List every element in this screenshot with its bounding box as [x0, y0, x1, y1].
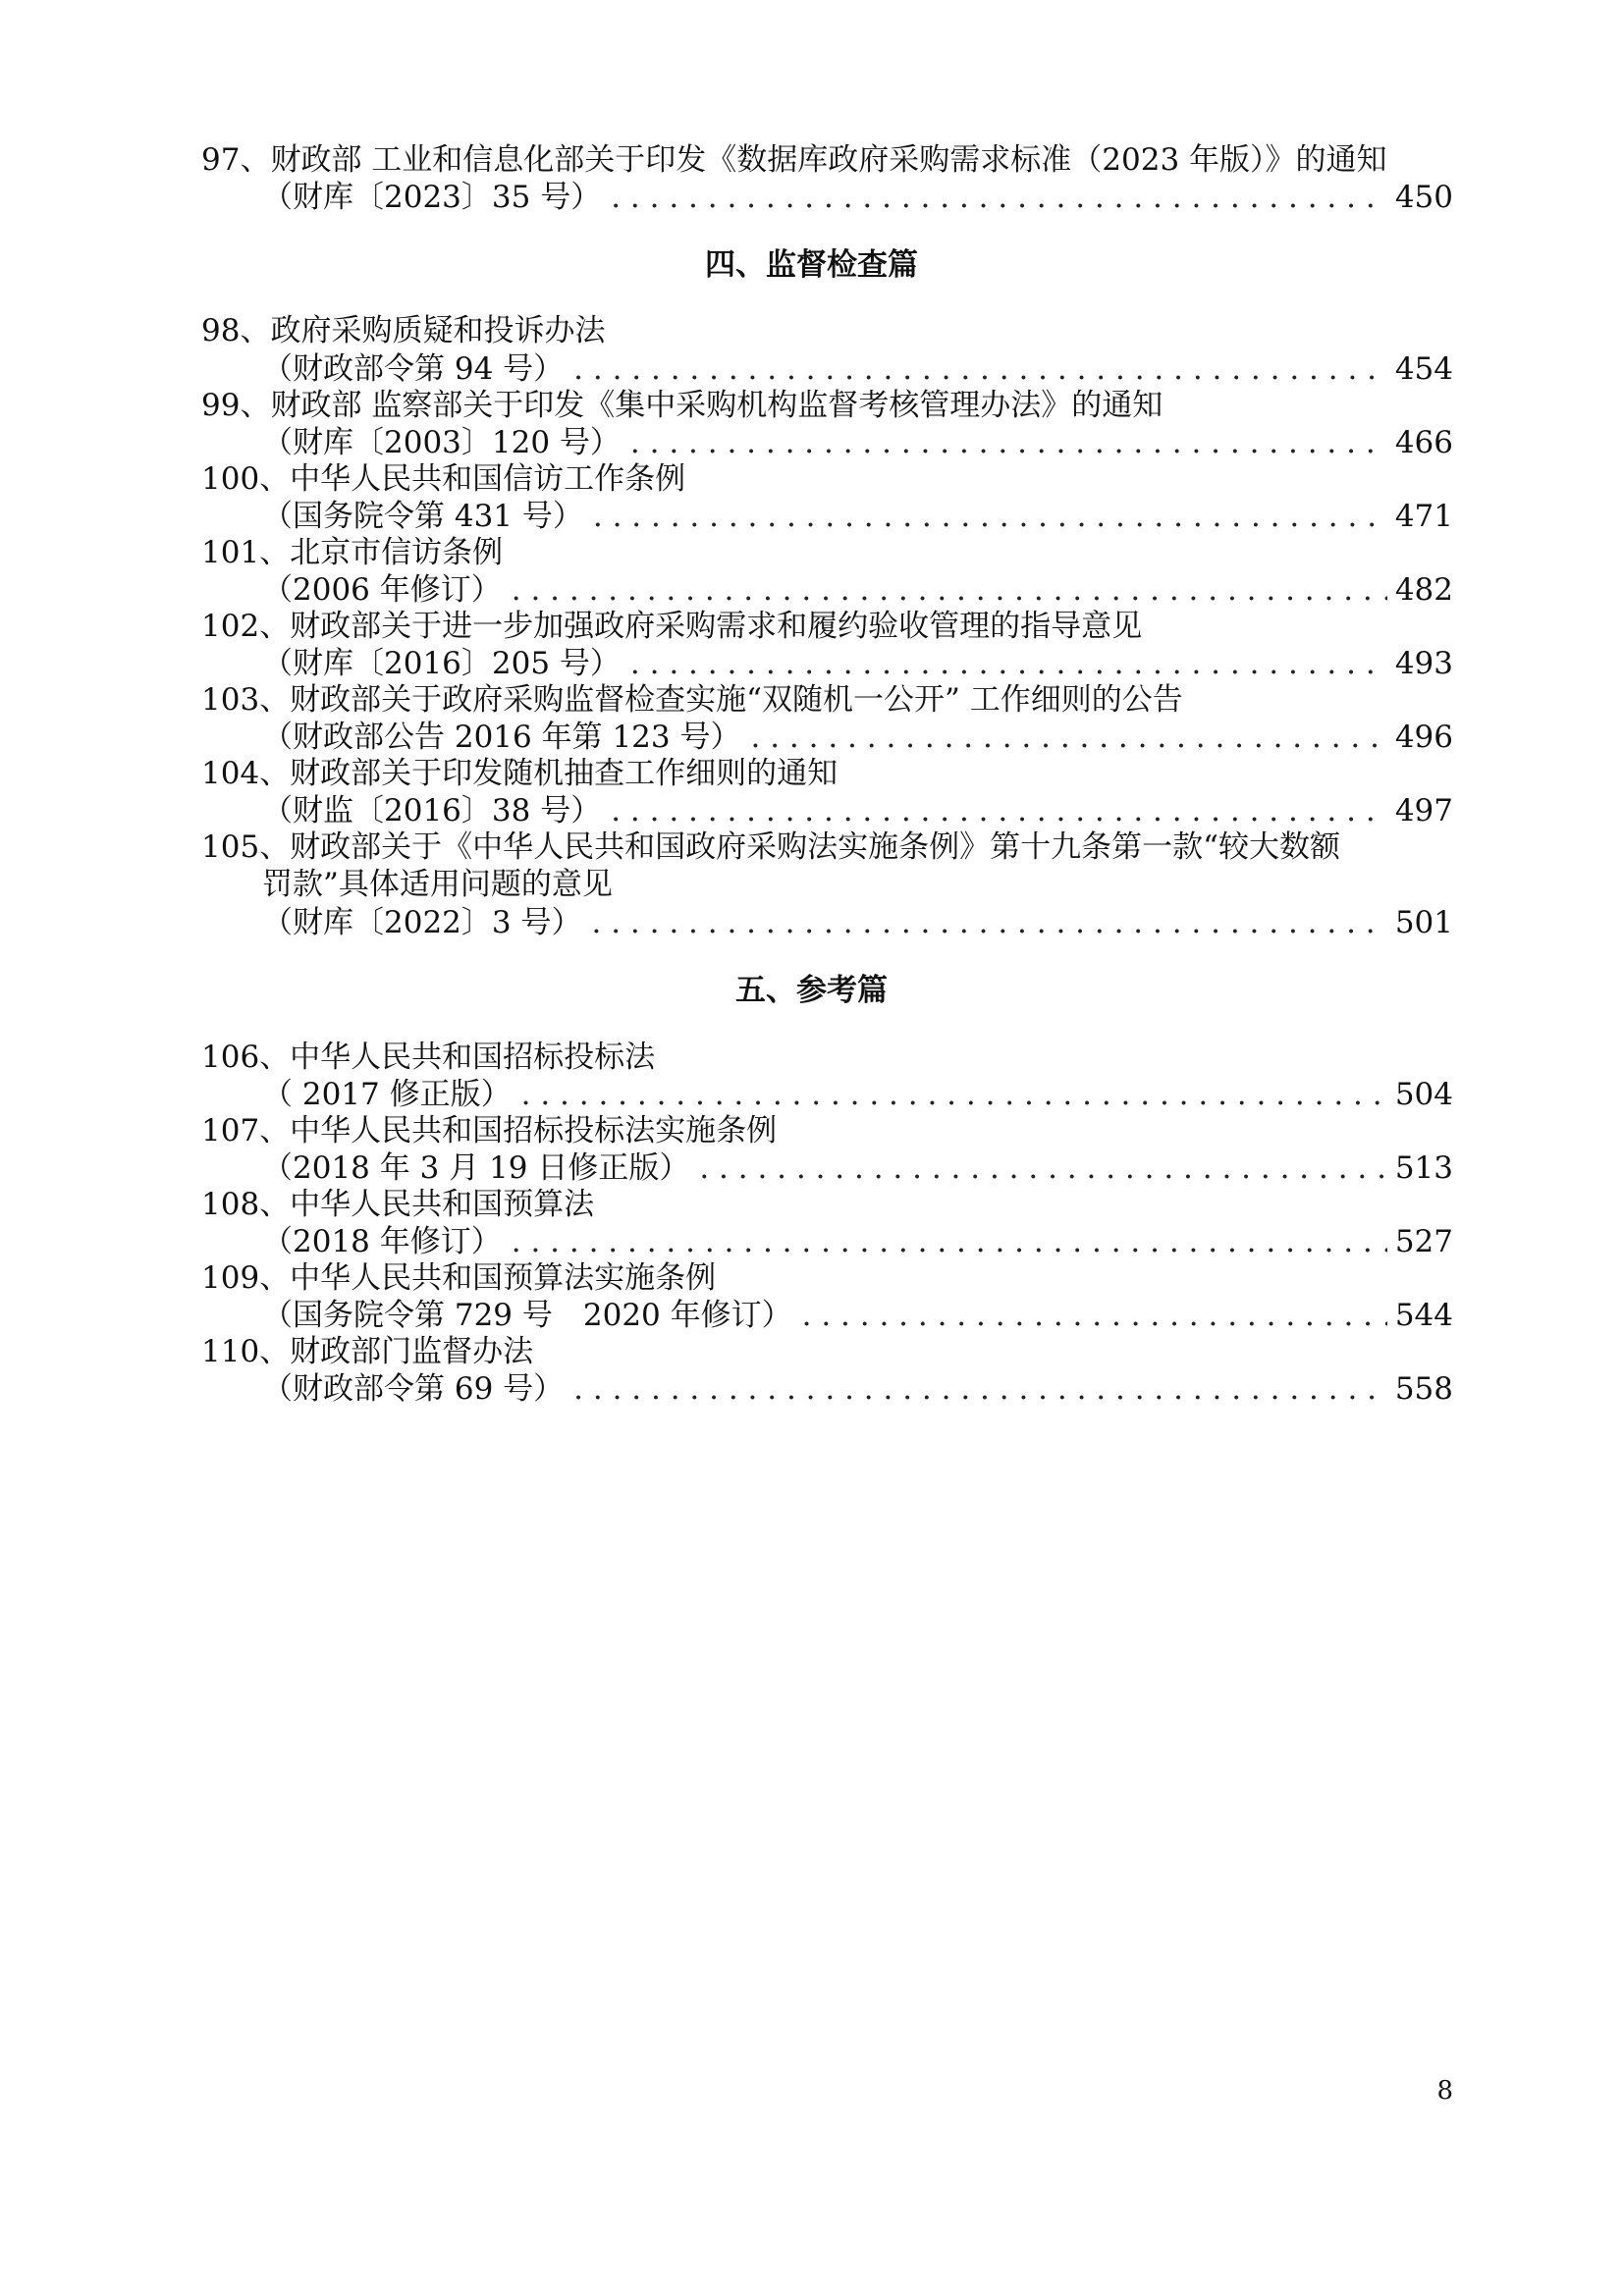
- toc-entry-source: （财库〔2023〕35 号）: [262, 180, 602, 215]
- dot-leader: [573, 1365, 1387, 1413]
- toc-entry-leader-line: [262, 899, 1453, 946]
- toc-entry-title: 100、中华人民共和国信访工作条例: [201, 461, 686, 497]
- toc-entry-title-continued: 罚款”具体适用问题的意见: [262, 867, 613, 902]
- toc-entry-page: 482: [1394, 572, 1453, 608]
- toc-entry-source: （国务院令第 431 号）: [262, 499, 583, 534]
- toc-entry-title: 104、财政部关于印发随机抽查工作细则的通知: [201, 756, 839, 791]
- toc-entry-source: （2018 年 3 月 19 日修正版）: [262, 1150, 690, 1186]
- section-heading-reference: 五、参考篇: [735, 973, 888, 1008]
- toc-entry-leader-line: [262, 174, 1453, 221]
- toc-entry-source: （财库〔2003〕120 号）: [262, 425, 621, 460]
- dot-leader: [591, 899, 1386, 946]
- toc-entry-title: 109、中华人民共和国预算法实施条例: [201, 1260, 717, 1296]
- toc-entry-page: 466: [1394, 425, 1453, 460]
- toc-entry-source: （财政部公告 2016 年第 123 号）: [262, 720, 741, 755]
- toc-entry-source: （国务院令第 729 号 2020 年修订）: [262, 1298, 792, 1333]
- toc-entry-source: （财政部令第 69 号）: [262, 1371, 565, 1407]
- toc-entry-title: 97、财政部 工业和信息化部关于印发《数据库政府采购需求标准（2023 年版）》的通知: [201, 142, 1387, 178]
- toc-entry-leader-line: [262, 1365, 1453, 1413]
- toc-entry-title: 103、财政部关于政府采购监督检查实施“双随机一公开” 工作细则的公告: [201, 682, 1183, 718]
- toc-entry-title: 98、政府采购质疑和投诉办法: [201, 313, 606, 348]
- toc-entry-title: 105、财政部关于《中华人民共和国政府采购法实施条例》第十九条第一款“较大数额: [201, 829, 1341, 865]
- toc-entry-source: （2006 年修订）: [262, 572, 502, 608]
- toc-entry-page: 527: [1394, 1224, 1453, 1259]
- toc-entry-title: 102、财政部关于进一步加强政府采购需求和履约验收管理的指导意见: [201, 609, 1143, 644]
- toc-entry-page: 513: [1394, 1150, 1453, 1186]
- toc-entry-title: 108、中华人民共和国预算法: [201, 1187, 595, 1222]
- toc-entry-page: 544: [1394, 1298, 1453, 1333]
- toc-entry-page: 454: [1394, 351, 1453, 387]
- toc-entry-source: （财库〔2016〕205 号）: [262, 646, 621, 681]
- toc-entry-source: （2018 年修订）: [262, 1224, 502, 1259]
- section-heading-supervision: 四、监督检查篇: [705, 247, 918, 283]
- page-number: 8: [1436, 2076, 1453, 2106]
- toc-entry-source: （ 2017 修正版）: [262, 1077, 512, 1112]
- toc-entry-title: 107、中华人民共和国招标投标法实施条例: [201, 1113, 778, 1148]
- toc-entry-page: 493: [1394, 646, 1453, 681]
- toc-entry-page: 496: [1394, 720, 1453, 755]
- toc-entry-source: （财政部令第 94 号）: [262, 351, 565, 387]
- toc-entry-title: 110、财政部门监督办法: [201, 1334, 534, 1369]
- toc-entry-title: 99、财政部 监察部关于印发《集中采购机构监督考核管理办法》的通知: [201, 388, 1163, 423]
- toc-entry-title: 101、北京市信访条例: [201, 535, 504, 570]
- toc-entry-page: 471: [1394, 499, 1453, 534]
- dot-leader: [611, 174, 1387, 221]
- toc-entry-source: （财监〔2016〕38 号）: [262, 793, 602, 828]
- toc-entry-page: 450: [1394, 180, 1453, 215]
- toc-entry-page: 504: [1394, 1077, 1453, 1112]
- toc-entry-page: 497: [1394, 793, 1453, 828]
- toc-entry-source: （财库〔2022〕3 号）: [262, 905, 582, 940]
- toc-entry-page: 558: [1394, 1371, 1453, 1407]
- toc-entry-page: 501: [1394, 905, 1453, 940]
- toc-entry-title: 106、中华人民共和国招标投标法: [201, 1040, 656, 1075]
